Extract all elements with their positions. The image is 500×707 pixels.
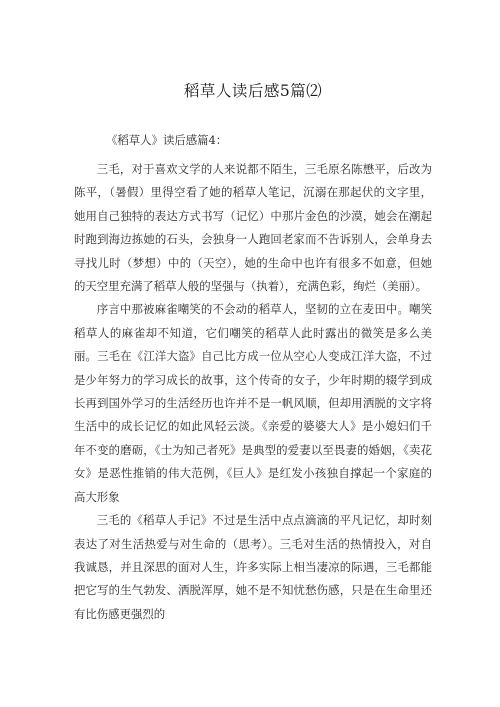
paragraph-2: 序言中那被麻雀嘲笑的不会动的稻草人，坚韧的立在麦田中。嘲笑稻草人的麻雀却不知道，它们嘲笑的稻草人此时露出的微笑是多么美丽。三毛在《江洋大盗》自己比方成一位从空心人变成江洋大盗，不过是少年努力的学习成长的故事，这个传奇的女子，少年时期的辍学到成长再到国外学习的生活经历也许并不是一帆风顺，但却用洒脱的文字将生活中的成长记忆的如此风轻云淡。《亲爱的婆婆大人》是小媳妇们千年不变的磨砺，《士为知己者死》是典型的爱妻以至畏妻的婚姻，《卖花女》是恶性推销的伟大范例，《巨人》是红发小孩独自撑起一个家庭的高大形象: [74, 302, 432, 504]
paragraph-3: 三毛的《稻草人手记》不过是生活中点点滴滴的平凡记忆，却时刻表达了对生活热爱与对生命的（思考）。三毛对生活的热情投入，对自我诚恳，并且深思的面对人生，许多实际上相当凄凉的际遇，三毛都能把它写的生气勃发、洒脱浑厚，她不是不知忧愁伤感，只是在生命里还有比伤感更强烈的: [74, 513, 432, 621]
paragraph-1: 三毛，对于喜欢文学的人来说都不陌生，三毛原名陈懋平，后改为陈平，（暑假）里得空看了她的稻草人笔记，沉溺在那起伏的文字里，她用自己独特的表达方式书写（记忆）中那片金色的沙漠，她会在潮起时跑到海边拣她的石头，会独身一人跑回老家而不告诉别人，会单身去寻找儿时（梦想）中的（天空），她的生命中也许有很多不如意，但她的天空里充满了稻草人般的坚强与（执着），充满色彩，绚烂（美丽）。: [74, 162, 432, 294]
section-heading: 《稻草人》读后感篇4：: [106, 133, 228, 147]
document-title: 稻草人读后感5篇⑵: [183, 82, 323, 100]
